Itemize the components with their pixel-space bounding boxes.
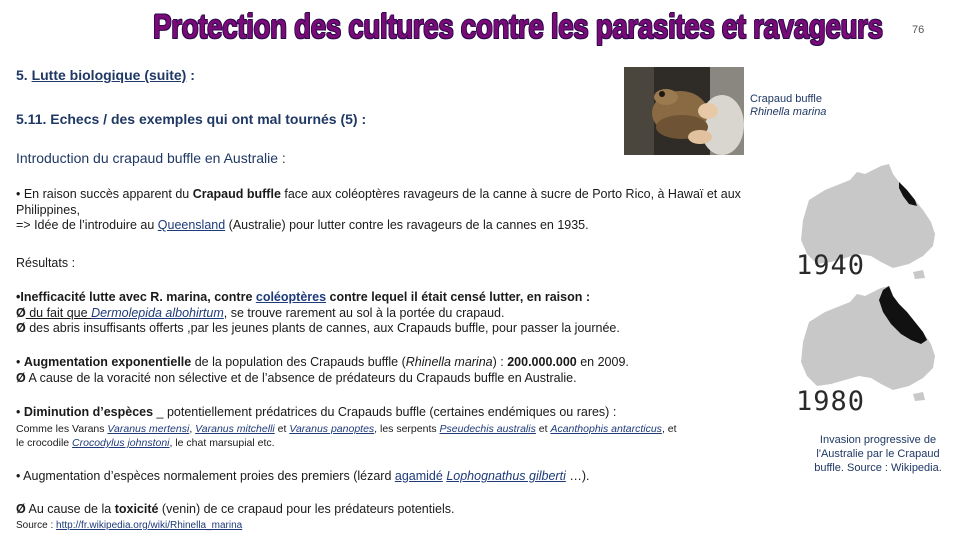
pseudechis-link[interactable]: Pseudechis australis xyxy=(439,423,536,435)
toad-photo xyxy=(624,67,744,155)
acanthophis-link[interactable]: Acanthophis antarcticus xyxy=(550,423,662,435)
arrow-bullet-icon: Ø xyxy=(16,370,26,385)
varanus-mertensi-link[interactable]: Varanus mertensi xyxy=(107,423,190,435)
map-caption: Invasion progressive de l'Australie par le Crapaud buffle. Source : Wikipedia. xyxy=(814,434,942,474)
varanus-panoptes-link[interactable]: Varanus panoptes xyxy=(289,423,375,435)
paragraph-augmentation: • Augmentation exponentielle de la population des Crapauds buffle (Rhinella marina) : 200.000.000 en 2009. Ø A cause de la voracité non sélective et de l’absence de prédateurs du Crapauds buffle en Australie. xyxy=(16,355,629,385)
photo-caption: Crapaud buffle Rhinella marina xyxy=(750,93,827,118)
slide-title: Protection des cultures contre les parasites et ravageurs xyxy=(152,8,883,46)
source-line: Source : http://fr.wikipedia.org/wiki/Rhinella_marina xyxy=(16,520,243,531)
arrow-bullet-icon: Ø xyxy=(16,502,26,516)
arrow-bullet-icon: Ø xyxy=(16,321,26,335)
year-1940-label: 1940 xyxy=(796,250,866,281)
paragraph-toxicite: Ø Au cause de la toxicité (venin) de ce crapaud pour les prédateurs potentiels. xyxy=(16,502,455,516)
section-heading-link[interactable]: Lutte biologique (suite) xyxy=(31,67,187,83)
paragraph-inefficacite: •Inefficacité lutte avec R. marina, contre coléoptères contre lequel il était censé lutter, en raison : Ø du fait que Dermolepida albohirtum, se trouve rarement au sol à la portée du crapaud. Ø des abris insuffisants offerts ,par les jeunes plants de cannes, aux Crapauds buffle, pour passer la journée. xyxy=(16,290,620,335)
arrow-bullet-icon: Ø xyxy=(16,305,26,320)
queensland-link[interactable]: Queensland xyxy=(157,218,226,232)
australia-map-1980 xyxy=(795,282,945,402)
crocodylus-link[interactable]: Crocodylus johnstoni xyxy=(72,437,170,449)
subsection-heading: 5.11. Echecs / des exemples qui ont mal tournés (5) : xyxy=(16,111,367,127)
paragraph-proies: • Augmentation d’espèces normalement proies des premiers (lézard agamidé Lophognathus gilberti …). xyxy=(16,469,590,483)
varanus-mitchelli-link[interactable]: Varanus mitchelli xyxy=(195,423,275,435)
coleopteres-link[interactable]: coléoptères xyxy=(255,290,327,304)
paragraph-context: • En raison succès apparent du Crapaud buffle face aux coléoptères ravageurs de la canne à sucre de Porto Rico, à Hawaï et aux Philippines, => Idée de l’introduire au Queensland (Australie) pour lutter contre les ravageurs de la cannes en 1935. xyxy=(16,187,741,232)
lophognathus-link[interactable]: Lophognathus gilberti xyxy=(446,469,566,483)
results-label: Résultats : xyxy=(16,256,76,270)
toad-photo-icon xyxy=(624,67,744,155)
year-1980-label: 1980 xyxy=(796,386,866,417)
predator-list: Comme les Varans Varanus mertensi, Varanus mitchelli et Varanus panoptes, les serpents Pseudechis australis et Acanthophis antarcticus, et le crocodile Crocodylus johnstoni, le chat marsupial etc. xyxy=(16,423,677,449)
dermolepida-link[interactable]: Dermolepida albohirtum xyxy=(91,305,224,320)
page-number: 76 xyxy=(912,24,925,36)
intro-heading: Introduction du crapaud buffle en Australie : xyxy=(16,150,286,166)
agamide-link[interactable]: agamidé xyxy=(394,469,443,483)
section-heading: 5. Lutte biologique (suite) : xyxy=(16,67,195,83)
paragraph-diminution: • Diminution d’espèces _ potentiellement prédatrices du Crapauds buffle (certaines endémiques ou rares) : xyxy=(16,405,617,419)
source-link[interactable]: http://fr.wikipedia.org/wiki/Rhinella_marina xyxy=(56,520,243,531)
